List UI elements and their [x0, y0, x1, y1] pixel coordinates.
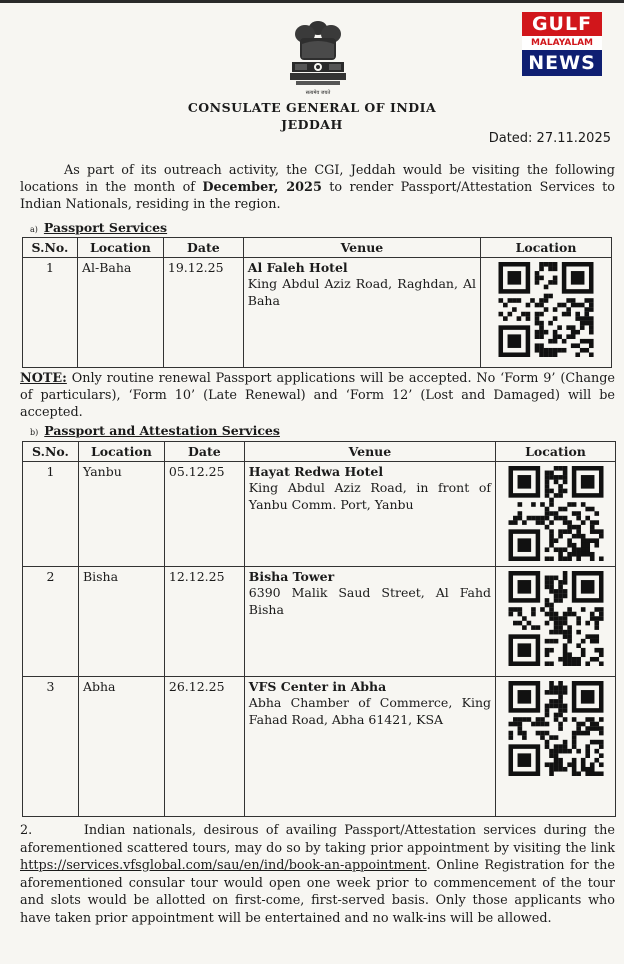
row-qr-cell: [481, 258, 612, 368]
passport-attestation-table: [22, 441, 616, 817]
venue-address: Abha Chamber of Commerce, King Fahad Road, Abha 61421, KSA: [248, 695, 492, 727]
venue-address: King Abdul Aziz Road, Raghdan, Al Baha: [247, 276, 477, 308]
table-row: [23, 462, 616, 567]
section-b-title: Passport and Attestation Services: [44, 423, 280, 438]
row-sno: 1: [23, 462, 79, 567]
emblem-motto: सत्यमेव जयते: [305, 90, 331, 96]
passport-services-table: [22, 237, 612, 368]
col-venue: Venue: [243, 238, 480, 258]
row-date: 12.12.25: [164, 567, 244, 677]
gulf-malayalam-news-logo: [522, 12, 602, 76]
col-sno: S.No.: [23, 442, 79, 462]
logo-line-1: GULF: [522, 12, 602, 36]
para2-number: 2.: [20, 823, 33, 838]
qr-code-icon[interactable]: [496, 262, 596, 357]
note-paragraph: [20, 370, 615, 421]
para2-text-2: . Online Registration for the aforementioned consular tour would open one week prior to commencement of the tour and slots would be allotted on first-come, first-served basis. Only those applicants who have taken prior appointment will be entertained and no walk-ins will be allowed.: [20, 858, 615, 926]
intro-paragraph: [20, 162, 615, 213]
row-sno: 2: [23, 567, 79, 677]
venue-name: Bisha Tower: [248, 569, 335, 584]
row-location: Yanbu: [78, 462, 164, 567]
document-date: Dated: 27.11.2025: [488, 131, 611, 146]
row-location: Abha: [78, 677, 164, 817]
venue-name: VFS Center in Abha: [248, 679, 387, 694]
row-location: Bisha: [78, 567, 164, 677]
venue-address: King Abdul Aziz Road, in front of Yanbu Comm. Port, Yanbu: [248, 480, 492, 512]
intro-text-1: As part of its outreach activity, the CGI, Jeddah would be visiting the following locations in the month of: [20, 163, 615, 195]
venue-address: 6390 Malik Saud Street, Al Fahd Bisha: [248, 585, 492, 617]
note-text: Only routine renewal Passport applications will be accepted. No ‘Form 9’ (Change of particulars), ‘Form 10’ (Late Renewal) and ‘Form 12’ (Lost and Damaged) will be accepted.: [20, 371, 615, 420]
col-date: Date: [164, 442, 244, 462]
row-sno: 3: [23, 677, 79, 817]
col-location: Location: [77, 238, 163, 258]
table-row: [23, 677, 616, 817]
logo-line-3: NEWS: [522, 50, 602, 76]
qr-code-icon[interactable]: [506, 466, 606, 561]
para2-text-1: Indian nationals, desirous of availing Passport/Attestation services during the aforementioned scattered tours, may do so by taking prior appointment by visiting the link: [20, 823, 616, 856]
intro-text-2: to render Passport/Attestation Services to Indian Nationals, residing in the region.: [20, 180, 615, 212]
section-a-title: Passport Services: [43, 220, 168, 235]
col-sno: S.No.: [23, 238, 78, 258]
col-date: Date: [163, 238, 243, 258]
table-row: [23, 258, 612, 368]
logo-line-2: MALAYALAM: [522, 36, 602, 50]
office-city: JEDDAH: [281, 117, 343, 132]
row-venue: [244, 567, 495, 677]
qr-code-icon[interactable]: [506, 681, 606, 776]
section-b-heading: [30, 423, 280, 438]
row-date: 26.12.25: [164, 677, 244, 817]
lion-capital-icon: [278, 18, 358, 90]
row-venue: [244, 677, 495, 817]
col-venue: Venue: [244, 442, 495, 462]
note-label: NOTE:: [20, 371, 67, 386]
appointment-paragraph: [20, 822, 615, 927]
intro-month: December, 2025: [202, 180, 322, 195]
col-location-qr: Location: [481, 238, 612, 258]
col-location: Location: [78, 442, 164, 462]
row-location: Al-Baha: [77, 258, 163, 368]
row-date: 19.12.25: [163, 258, 243, 368]
row-date: 05.12.25: [164, 462, 244, 567]
venue-name: Hayat Redwa Hotel: [248, 464, 384, 479]
row-qr-cell: [496, 677, 616, 817]
col-location-qr: Location: [496, 442, 616, 462]
national-emblem: [278, 18, 358, 96]
section-a-letter: a): [30, 225, 38, 234]
row-qr-cell: [496, 462, 616, 567]
venue-name: Al Faleh Hotel: [247, 260, 348, 275]
section-b-letter: b): [30, 428, 39, 437]
qr-code-icon[interactable]: [506, 571, 606, 666]
table-header-row: [23, 442, 616, 462]
section-a-heading: [30, 220, 167, 235]
vfs-appointment-link[interactable]: https://services.vfsglobal.com/sau/en/ind/book-an-appointment: [20, 858, 427, 873]
office-title: CONSULATE GENERAL OF INDIA: [187, 100, 437, 115]
top-border: [0, 0, 624, 3]
row-venue: [244, 462, 495, 567]
row-qr-cell: [496, 567, 616, 677]
row-sno: 1: [23, 258, 78, 368]
table-row: [23, 567, 616, 677]
table-header-row: [23, 238, 612, 258]
row-venue: [243, 258, 480, 368]
